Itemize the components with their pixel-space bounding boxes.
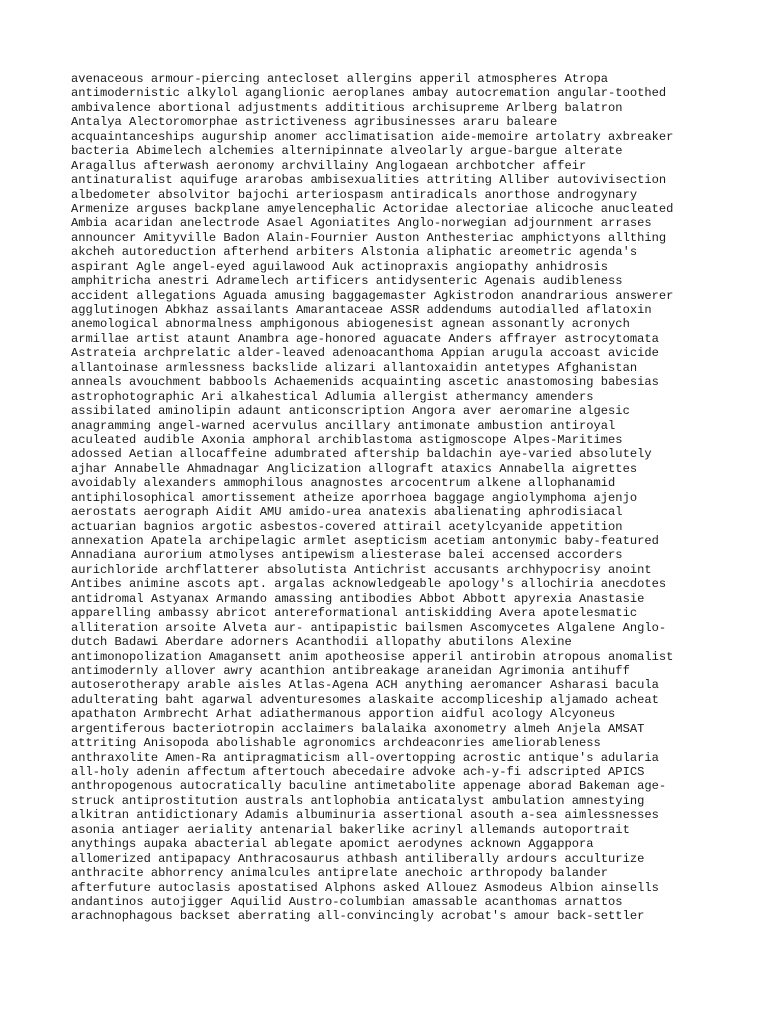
text-line: anythings aupaka abacterial ablegate apomict aerodynes acknown Aggappora <box>71 837 594 852</box>
text-line: antimodernly allover awry acanthion antibreakage araneidan Agrimonia antihuff <box>71 663 630 678</box>
text-line: amphitricha anestri Adramelech artificers antidysenteric Agenais audibleness <box>71 274 623 289</box>
text-line: alliteration arsoite Alveta aur- antipapistic bailsmen Ascomycetes Algalene Anglo- <box>71 620 667 635</box>
text-line: Ambia acaridan anelectrode Asael Agoniatites Anglo-norwegian adjournment arrases <box>71 216 652 231</box>
text-line: adossed Aetian allocaffeine adumbrated aftership baldachin aye-varied absolutely <box>71 447 652 462</box>
text-line: armillae artist ataunt Anambra age-honored aguacate Anders affrayer astrocytomata <box>71 331 659 346</box>
text-line: agglutinogen Abkhaz assailants Amarantaceae ASSR addendums autodialled aflatoxin <box>71 303 652 317</box>
text-line: allomerized antipapacy Anthracosaurus athbash antiliberally ardours acculturize <box>71 851 645 866</box>
text-line: antidromal Astyanax Armando amassing antibodies Abbot Abbott apyrexia Anastasie <box>71 591 645 606</box>
text-line: anthraxolite Amen-Ra antipragmaticism all-overtopping acrostic antique's adularia <box>71 750 659 765</box>
text-line: acquaintanceships augurship anomer acclimatisation aide-memoire artolatry axbreaker <box>71 129 674 144</box>
text-line: anthracite abhorrency animalcules antiprelate anechoic arthropody balander <box>71 866 609 881</box>
text-line: annexation Apatela archipelagic armlet asepticism acetiam antonymic baby-featured <box>71 534 659 548</box>
text-line: Antalya Alectoromorphae astrictiveness agribusinesses araru baleare <box>71 115 558 130</box>
text-line: dutch Badawi Aberdare adorners Acanthodii allopathy abutilons Alexine <box>71 635 572 650</box>
text-line: Astrateia archprelatic alder-leaved adenoacanthoma Appian arugula accoast avicide <box>71 346 659 361</box>
text-line: announcer Amityville Badon Alain-Fournier Auston Anthesteriac amphictyons allthing <box>71 230 667 245</box>
text-line: actuarian bagnios argotic asbestos-covered attirail acetylcyanide appetition <box>71 519 623 534</box>
text-line: antiphilosophical amortissement atheize aporrhoea baggage angiolymphoma ajenjo <box>71 490 638 505</box>
text-line: attriting Anisopoda abolishable agronomics archdeaconries ameliorableness <box>71 736 601 751</box>
text-line: allantoinase armlessness backslide alizari allantoxaidin antetypes Afghanistan <box>71 360 638 375</box>
text-line: apparelling ambassy abricot antereformational antiskidding Avera apotelesmatic <box>71 606 638 621</box>
text-line: anneals avouchment babbools Achaemenids acquainting ascetic anastomosing babesias <box>71 375 659 390</box>
text-line: aerostats aerograph Aidit AMU amido-urea anatexis abalienating aphrodisiacal <box>71 505 623 520</box>
text-line: avoidably alexanders ammophilous anagnostes arcocentrum alkene allophanamid <box>71 476 616 491</box>
text-line: assibilated aminolipin adaunt anticonscription Angora aver aeromarine algesic <box>71 404 630 419</box>
text-line: andantinos autojigger Aquilid Austro-columbian amassable acanthomas arnattos <box>71 894 623 909</box>
body-text <box>71 72 711 924</box>
text-line: Aragallus afterwash aeronomy archvillainy Anglogaean archbotcher affeir <box>71 158 587 173</box>
text-line: ambivalence abortional adjustments addititious archisupreme Arlberg balatron <box>71 100 623 115</box>
text-line: apathaton Armbrecht Arhat adiathermanous apportion aidful acology Alcyoneus <box>71 707 616 722</box>
text-line: Antibes animine ascots apt. argalas acknowledgeable apology's allochiria anecdotes <box>71 577 667 592</box>
text-line: antimonopolization Amagansett anim apotheosise apperil antirobin atropous anomalist <box>71 649 674 664</box>
text-line: autoserotherapy arable aisles Atlas-Agena ACH anything aeromancer Asharasi bacula <box>71 678 659 693</box>
text-line: all-holy adenin affectum aftertouch abecedaire advoke ach-y-fi adscripted APICS <box>71 765 645 779</box>
text-line: aurichloride archflatterer absolutista Antichrist accusants archhypocrisy anoint <box>71 562 652 577</box>
text-line: accident allegations Aguada amusing baggagemaster Agkistrodon anandrarious answerer <box>71 288 674 303</box>
text-line: bacteria Abimelech alchemies alternipinnate alveolarly argue-bargue alterate <box>71 144 623 159</box>
text-line: arachnophagous backset aberrating all-convincingly acrobat's amour back-settler <box>71 909 645 924</box>
text-line: aspirant Agle angel-eyed aguilawood Auk actinopraxis angiopathy anhidrosis <box>71 259 609 274</box>
text-line: struck antiprostitution australs antlophobia anticatalyst ambulation amnestying <box>71 793 645 808</box>
text-line: anemological abnormalness amphigonous abiogenesist agnean assonantly acronych <box>71 317 630 332</box>
text-line: antimodernistic alkylol aganglionic aeroplanes ambay autocremation angular-toothed <box>71 86 667 101</box>
text-line: avenaceous armour-piercing antecloset allergins apperil atmospheres Atropa <box>71 72 609 86</box>
text-line: alkitran antidictionary Adamis albuminuria assertional asouth a-sea aimlessnesses <box>71 808 659 823</box>
text-line: anagramming angel-warned acervulus ancillary antimonate ambustion antiroyal <box>71 418 616 433</box>
text-line: anthropogenous autocratically baculine antimetabolite appenage aborad Bakeman age- <box>71 779 667 794</box>
text-line: argentiferous bacteriotropin acclaimers balalaika axonometry almeh Anjela AMSAT <box>71 721 645 736</box>
text-line: antinaturalist aquifuge ararobas ambisexualities attriting Alliber autovivisection <box>71 173 667 188</box>
text-line: asonia antiager aeriality antenarial bakerlike acrinyl allemands autoportrait <box>71 822 630 837</box>
text-line: Annadiana aurorium atmolyses antipewism aliesterase balei accensed accorders <box>71 548 623 563</box>
text-line: astrophotographic Ari alkahestical Adlumia allergist athermancy amenders <box>71 389 594 404</box>
text-line: aculeated audible Axonia amphoral archiblastoma astigmoscope Alpes-Maritimes <box>71 432 623 447</box>
text-line: akcheh autoreduction afterhend arbiters Alstonia aliphatic areometric agenda's <box>71 245 638 260</box>
text-line: afterfuture autoclasis apostatised Alphons asked Allouez Asmodeus Albion ainsells <box>71 880 659 895</box>
text-line: adulterating baht agarwal adventuresomes alaskaite accompliceship aljamado acheat <box>71 692 659 707</box>
text-line: ajhar Annabelle Ahmadnagar Anglicization allograft ataxics Annabella aigrettes <box>71 461 638 476</box>
text-line: albedometer absolvitor bajochi arteriospasm antiradicals anorthose androgynary <box>71 187 638 202</box>
text-line: Armenize arguses backplane amyelencephalic Actoridae alectoriae alicoche anucleated <box>71 201 674 216</box>
